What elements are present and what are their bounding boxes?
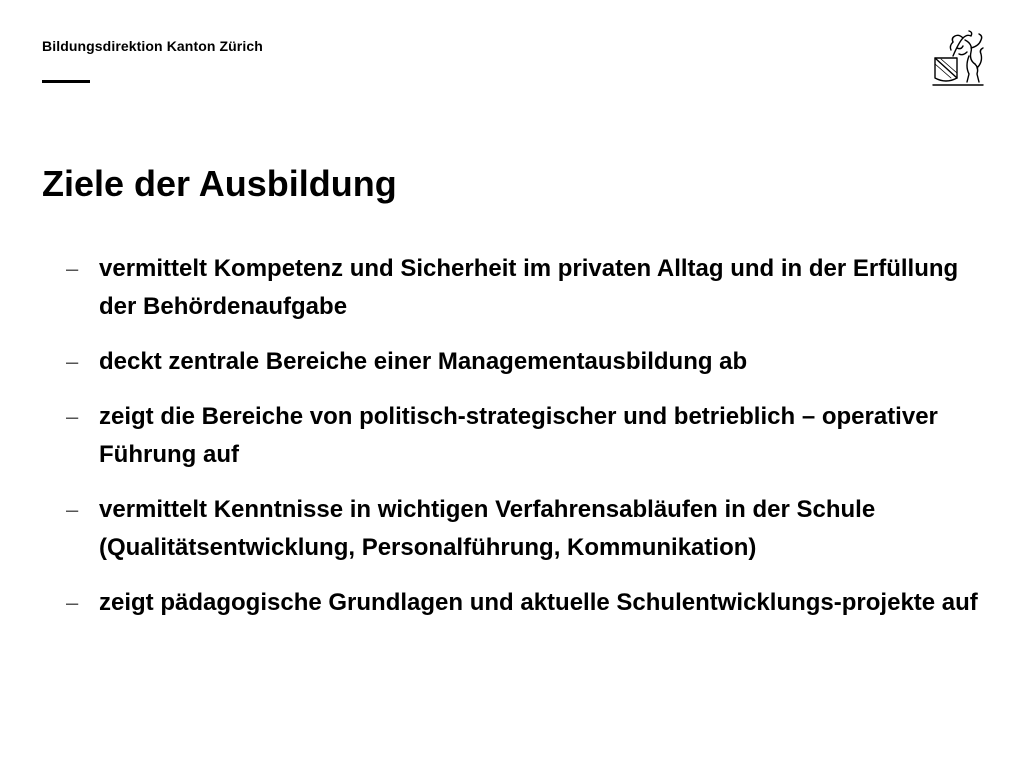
bullet-dash-icon: – [66, 404, 79, 429]
bullet-item [60, 343, 1000, 381]
bullet-dash-icon: – [66, 590, 79, 615]
bullet-text: zeigt die Bereiche von politisch-strategischer und betrieblich – operativer Führung auf [99, 403, 938, 468]
bullet-item [60, 584, 1000, 622]
bullet-dash-icon: – [66, 497, 79, 522]
bullet-item [60, 250, 1000, 326]
bullet-item [60, 491, 1000, 567]
bullet-list [60, 250, 1000, 639]
zurich-lion-coat-of-arms-icon [929, 28, 985, 88]
bullet-text: vermittelt Kompetenz und Sicherheit im privaten Alltag und in der Erfüllung der Behördenaufgabe [99, 255, 959, 320]
bullet-dash-icon: – [66, 349, 79, 374]
bullet-item [60, 398, 1000, 474]
organization-name: Bildungsdirektion Kanton Zürich [42, 38, 263, 54]
bullet-dash-icon: – [66, 256, 79, 281]
bullet-text: zeigt pädagogische Grundlagen und aktuelle Schulentwicklungs-projekte auf [99, 589, 978, 616]
bullet-text: deckt zentrale Bereiche einer Managementausbildung ab [99, 348, 748, 375]
slide-title: Ziele der Ausbildung [42, 163, 397, 204]
bullet-text: vermittelt Kenntnisse in wichtigen Verfahrensabläufen in der Schule (Qualitätsentwicklung, Personalführung, Kommunikation) [99, 496, 876, 561]
header-divider [42, 80, 90, 83]
